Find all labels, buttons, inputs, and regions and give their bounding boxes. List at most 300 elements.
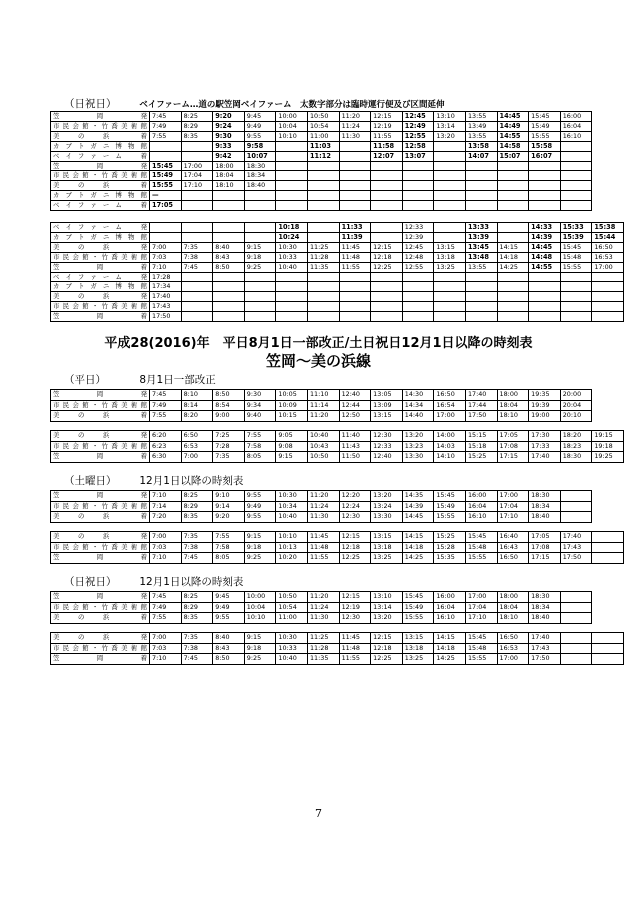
departure-time: [371, 191, 403, 201]
departure-time: 13:58: [465, 141, 497, 151]
departure-time: 7:10: [150, 654, 182, 665]
departure-time: 13:14: [434, 121, 466, 131]
departure-time: [244, 191, 276, 201]
table-row: [51, 312, 624, 322]
departure-time: 10:05: [276, 390, 308, 401]
departure-time: 13:30: [371, 512, 403, 523]
departure-time: 10:54: [276, 602, 308, 613]
departure-time: 15:28: [434, 542, 466, 553]
departure-time: 15:18: [465, 441, 497, 452]
station-name: 市民会館・竹喬美術館: [51, 542, 150, 553]
departure-time: [244, 292, 276, 302]
departure-time: 18:04: [213, 171, 245, 181]
departure-time: [560, 151, 592, 161]
departure-time: [276, 302, 308, 312]
departure-time: 10:40: [307, 431, 339, 442]
departure-time: 12:15: [371, 112, 403, 122]
departure-time: 14:25: [497, 262, 529, 272]
table-row: [51, 532, 624, 543]
departure-time: [276, 312, 308, 322]
departure-time: 18:00: [497, 390, 529, 401]
departure-time: 11:20: [339, 112, 371, 122]
departure-time: 16:10: [465, 512, 497, 523]
departure-time: 12:39: [402, 232, 434, 242]
departure-time: [307, 282, 339, 292]
departure-time: [402, 302, 434, 312]
departure-time: 9:05: [276, 431, 308, 442]
departure-time: [371, 232, 403, 242]
departure-time: 17:40: [529, 452, 561, 463]
departure-time: 17:10: [181, 181, 213, 191]
departure-time: [339, 302, 371, 312]
departure-time: 9:55: [213, 613, 245, 624]
departure-time: 11:00: [276, 613, 308, 624]
departure-time: 17:43: [560, 542, 592, 553]
departure-time: 11:35: [307, 654, 339, 665]
departure-time: [592, 272, 624, 282]
departure-time: 7:10: [150, 262, 182, 272]
departure-time: 7:35: [181, 532, 213, 543]
holiday-day-label: （日祝日）: [64, 98, 117, 110]
departure-time: [560, 512, 592, 523]
departure-time: 11:20: [307, 592, 339, 603]
departure-time: [181, 292, 213, 302]
departure-time: [371, 272, 403, 282]
departure-time: [276, 191, 308, 201]
departure-time: 14:18: [434, 643, 466, 654]
departure-time: 11:24: [339, 121, 371, 131]
departure-time: 7:00: [150, 532, 182, 543]
holiday2-outbound-table: [50, 591, 592, 624]
departure-time: 7:58: [213, 542, 245, 553]
departure-time: 8:40: [213, 633, 245, 644]
departure-time: 12:25: [371, 654, 403, 665]
departure-time: 17:05: [150, 201, 182, 211]
departure-time: 10:20: [276, 553, 308, 564]
departure-time: 9:18: [244, 252, 276, 262]
departure-time: [560, 613, 592, 624]
departure-time: [529, 191, 561, 201]
departure-time: 17:04: [181, 171, 213, 181]
table-row: [51, 452, 624, 463]
departure-time: 9:49: [213, 602, 245, 613]
departure-time: 10:15: [276, 411, 308, 422]
departure-time: 12:15: [371, 633, 403, 644]
departure-time: 13:30: [402, 452, 434, 463]
departure-time: [339, 151, 371, 161]
station-name: 美 の 浜 着: [51, 181, 150, 191]
departure-time: [339, 312, 371, 322]
station-name: 美 の 浜 発: [51, 431, 150, 442]
departure-time: 13:15: [434, 242, 466, 252]
departure-time: 8:25: [181, 592, 213, 603]
departure-time: [434, 151, 466, 161]
departure-time: [371, 302, 403, 312]
departure-time: 7:55: [150, 411, 182, 422]
departure-time: 14:45: [529, 242, 561, 252]
departure-time: [244, 201, 276, 211]
departure-time: 10:54: [307, 121, 339, 131]
departure-time: 11:28: [307, 643, 339, 654]
holiday-inbound-table: [50, 222, 624, 322]
departure-time: [276, 201, 308, 211]
table-row: [51, 161, 592, 171]
departure-time: 9:42: [213, 151, 245, 161]
departure-time: 18:30: [529, 592, 561, 603]
departure-time: [402, 201, 434, 211]
departure-time: 7:58: [244, 441, 276, 452]
departure-time: [560, 171, 592, 181]
departure-time: [213, 292, 245, 302]
departure-time: 13:18: [371, 542, 403, 553]
departure-time: [497, 201, 529, 211]
departure-time: 13:10: [371, 592, 403, 603]
departure-time: [497, 181, 529, 191]
table-row: [51, 262, 624, 272]
departure-time: [181, 151, 213, 161]
departure-time: 8:29: [181, 602, 213, 613]
departure-time: [402, 312, 434, 322]
departure-time: 12:19: [371, 121, 403, 131]
departure-time: 7:38: [181, 643, 213, 654]
departure-time: —: [150, 191, 182, 201]
departure-time: 7:49: [150, 602, 182, 613]
table-row: [51, 542, 624, 553]
departure-time: [371, 282, 403, 292]
departure-time: 18:00: [213, 161, 245, 171]
departure-time: 15:48: [465, 643, 497, 654]
departure-time: [560, 501, 592, 512]
departure-time: [497, 223, 529, 233]
departure-time: 12:50: [339, 411, 371, 422]
departure-time: [592, 542, 624, 553]
departure-time: [560, 161, 592, 171]
departure-time: 12:15: [371, 242, 403, 252]
departure-time: 11:25: [307, 633, 339, 644]
departure-time: 15:25: [434, 532, 466, 543]
departure-time: 8:05: [244, 452, 276, 463]
departure-time: [181, 141, 213, 151]
departure-time: 9:45: [213, 592, 245, 603]
station-name: 美 の 浜 発: [51, 292, 150, 302]
departure-time: [276, 272, 308, 282]
departure-time: [307, 161, 339, 171]
station-name: 市民会館・竹喬美術館: [51, 171, 150, 181]
departure-time: 16:54: [434, 400, 466, 411]
departure-time: 9:55: [244, 491, 276, 502]
departure-time: 12:40: [371, 452, 403, 463]
departure-time: [560, 592, 592, 603]
departure-time: 16:43: [497, 542, 529, 553]
station-name: ベイファーム 発: [51, 272, 150, 282]
table-row: [51, 643, 624, 654]
departure-time: 19:25: [592, 452, 624, 463]
departure-time: [181, 232, 213, 242]
departure-time: [402, 181, 434, 191]
departure-time: 15:44: [592, 232, 624, 242]
departure-time: 18:10: [497, 613, 529, 624]
departure-time: 20:04: [560, 400, 592, 411]
table-row: [51, 141, 592, 151]
departure-time: 13:55: [465, 131, 497, 141]
departure-time: 9:15: [244, 633, 276, 644]
departure-time: 7:45: [150, 592, 182, 603]
departure-time: 16:04: [434, 602, 466, 613]
departure-time: [371, 201, 403, 211]
departure-time: 10:09: [276, 400, 308, 411]
departure-time: 14:55: [497, 131, 529, 141]
departure-time: 12:15: [339, 532, 371, 543]
departure-time: [529, 171, 561, 181]
departure-time: 7:10: [150, 491, 182, 502]
departure-time: 9:18: [244, 542, 276, 553]
table-row: [51, 252, 624, 262]
departure-time: 9:49: [244, 121, 276, 131]
weekday-day-label: （平日）: [64, 374, 106, 386]
departure-time: [497, 171, 529, 181]
departure-time: 10:40: [276, 654, 308, 665]
station-name: 笠 岡 発: [51, 390, 150, 401]
departure-time: [592, 292, 624, 302]
departure-time: [307, 181, 339, 191]
departure-time: 12:33: [371, 441, 403, 452]
departure-time: [213, 191, 245, 201]
departure-time: 15:45: [434, 491, 466, 502]
departure-time: 10:50: [307, 112, 339, 122]
departure-time: [339, 141, 371, 151]
departure-time: 16:53: [497, 643, 529, 654]
departure-time: 15:35: [434, 553, 466, 564]
departure-time: [529, 282, 561, 292]
departure-time: [497, 272, 529, 282]
departure-time: 12:45: [402, 242, 434, 252]
departure-time: [529, 292, 561, 302]
table-row: [51, 441, 624, 452]
departure-time: 10:13: [276, 542, 308, 553]
departure-time: [434, 161, 466, 171]
departure-time: 12:30: [371, 431, 403, 442]
departure-time: 8:20: [181, 411, 213, 422]
departure-time: 15:45: [465, 532, 497, 543]
departure-time: 7:25: [213, 431, 245, 442]
departure-time: 17:40: [560, 532, 592, 543]
departure-time: 7:28: [213, 441, 245, 452]
departure-time: [181, 191, 213, 201]
station-name: ベイファーム 発: [51, 223, 150, 233]
departure-time: 11:12: [307, 151, 339, 161]
departure-time: [339, 282, 371, 292]
station-name: 美 の 浜 発: [51, 633, 150, 644]
holiday2-inbound-table: [50, 632, 624, 665]
departure-time: [592, 643, 624, 654]
departure-time: 12:55: [402, 262, 434, 272]
departure-time: [560, 201, 592, 211]
departure-time: [371, 223, 403, 233]
station-name: 市民会館・竹喬美術館: [51, 501, 150, 512]
departure-time: 10:10: [276, 131, 308, 141]
departure-time: 11:35: [307, 262, 339, 272]
departure-time: [592, 282, 624, 292]
departure-time: 16:50: [497, 633, 529, 644]
table-row: [51, 302, 624, 312]
departure-time: [307, 302, 339, 312]
table-row: [51, 491, 592, 502]
departure-time: [213, 282, 245, 292]
departure-time: 17:08: [529, 542, 561, 553]
departure-time: 7:49: [150, 121, 182, 131]
departure-time: [150, 232, 182, 242]
departure-time: [560, 292, 592, 302]
departure-time: 11:45: [339, 242, 371, 252]
departure-time: [213, 201, 245, 211]
departure-time: 18:04: [497, 602, 529, 613]
departure-time: 13:20: [402, 431, 434, 442]
departure-time: [497, 312, 529, 322]
departure-time: 11:55: [307, 553, 339, 564]
table-row: [51, 501, 592, 512]
departure-time: 7:38: [181, 542, 213, 553]
departure-time: 14:15: [402, 532, 434, 543]
table-row: [51, 431, 624, 442]
departure-time: [276, 141, 308, 151]
departure-time: 17:15: [497, 452, 529, 463]
departure-time: 16:40: [497, 532, 529, 543]
table-row: [51, 512, 592, 523]
departure-time: 11:55: [371, 131, 403, 141]
departure-time: [434, 312, 466, 322]
table-row: [51, 411, 592, 422]
departure-time: 17:10: [465, 613, 497, 624]
holiday-section-header: [50, 97, 445, 111]
station-name: 美 の 浜 着: [51, 613, 150, 624]
departure-time: 11:55: [339, 654, 371, 665]
departure-time: 9:15: [244, 242, 276, 252]
departure-time: 17:10: [497, 512, 529, 523]
departure-time: [181, 302, 213, 312]
departure-time: 10:50: [307, 452, 339, 463]
departure-time: [181, 312, 213, 322]
departure-time: 9:55: [244, 131, 276, 141]
departure-time: 11:30: [339, 131, 371, 141]
departure-time: 11:48: [307, 542, 339, 553]
departure-time: [371, 171, 403, 181]
departure-time: 11:03: [307, 141, 339, 151]
saturday-note: 12月1日以降の時刻表: [139, 475, 244, 487]
departure-time: 7:00: [181, 452, 213, 463]
departure-time: 10:00: [244, 592, 276, 603]
departure-time: 18:30: [560, 452, 592, 463]
departure-time: [307, 272, 339, 282]
table-row: [51, 181, 592, 191]
departure-time: 8:29: [181, 501, 213, 512]
departure-time: [592, 302, 624, 312]
station-name: 笠 岡 着: [51, 553, 150, 564]
departure-time: 9:00: [213, 411, 245, 422]
departure-time: 11:40: [339, 431, 371, 442]
departure-time: 13:55: [465, 262, 497, 272]
departure-time: 6:53: [181, 441, 213, 452]
departure-time: 8:50: [213, 390, 245, 401]
departure-time: [434, 232, 466, 242]
departure-time: [402, 161, 434, 171]
table-row: [51, 602, 592, 613]
departure-time: [465, 201, 497, 211]
departure-time: 9:14: [213, 501, 245, 512]
departure-time: 12:30: [339, 613, 371, 624]
departure-time: 7:49: [150, 400, 182, 411]
departure-time: 10:40: [276, 262, 308, 272]
departure-time: 15:49: [402, 602, 434, 613]
departure-time: 12:49: [402, 121, 434, 131]
table-row: [51, 613, 592, 624]
departure-time: 15:49: [529, 121, 561, 131]
departure-time: 20:00: [560, 390, 592, 401]
departure-time: [307, 312, 339, 322]
weekday-inbound-table: [50, 430, 624, 463]
departure-time: 17:00: [592, 262, 624, 272]
departure-time: 6:50: [181, 431, 213, 442]
departure-time: [497, 191, 529, 201]
departure-time: 17:00: [181, 161, 213, 171]
departure-time: 14:03: [434, 441, 466, 452]
departure-time: 15:55: [529, 131, 561, 141]
table-row: [51, 201, 592, 211]
departure-time: 13:45: [465, 242, 497, 252]
departure-time: [371, 161, 403, 171]
departure-time: 10:30: [276, 491, 308, 502]
departure-time: 14:30: [402, 390, 434, 401]
departure-time: 13:09: [371, 400, 403, 411]
departure-time: 16:00: [560, 112, 592, 122]
departure-time: 11:28: [307, 252, 339, 262]
departure-time: [371, 181, 403, 191]
departure-time: 12:24: [339, 501, 371, 512]
departure-time: 8:43: [213, 252, 245, 262]
departure-time: 7:10: [150, 553, 182, 564]
departure-time: 9:30: [244, 390, 276, 401]
departure-time: [465, 282, 497, 292]
departure-time: [497, 161, 529, 171]
departure-time: 15:45: [150, 161, 182, 171]
departure-time: [592, 553, 624, 564]
departure-time: [244, 272, 276, 282]
departure-time: [592, 633, 624, 644]
departure-time: 11:55: [339, 262, 371, 272]
departure-time: 17:50: [150, 312, 182, 322]
departure-time: 7:38: [181, 252, 213, 262]
station-name: 笠 岡 発: [51, 112, 150, 122]
departure-time: 16:04: [465, 501, 497, 512]
departure-time: 14:49: [497, 121, 529, 131]
departure-time: 13:18: [402, 643, 434, 654]
saturday-outbound-table: [50, 490, 592, 523]
departure-time: 9:10: [213, 491, 245, 502]
station-name: 笠 岡 着: [51, 452, 150, 463]
table-row: [51, 191, 592, 201]
departure-time: 13:10: [434, 112, 466, 122]
table-row: [51, 121, 592, 131]
departure-time: 14:35: [402, 491, 434, 502]
departure-time: 15:49: [434, 501, 466, 512]
departure-time: [339, 161, 371, 171]
station-name: 美 の 浜 着: [51, 131, 150, 141]
departure-time: 13:33: [465, 223, 497, 233]
table-row: [51, 633, 624, 644]
departure-time: 9:20: [213, 512, 245, 523]
departure-time: 15:25: [465, 452, 497, 463]
departure-time: 14:15: [434, 633, 466, 644]
departure-time: 17:40: [529, 633, 561, 644]
